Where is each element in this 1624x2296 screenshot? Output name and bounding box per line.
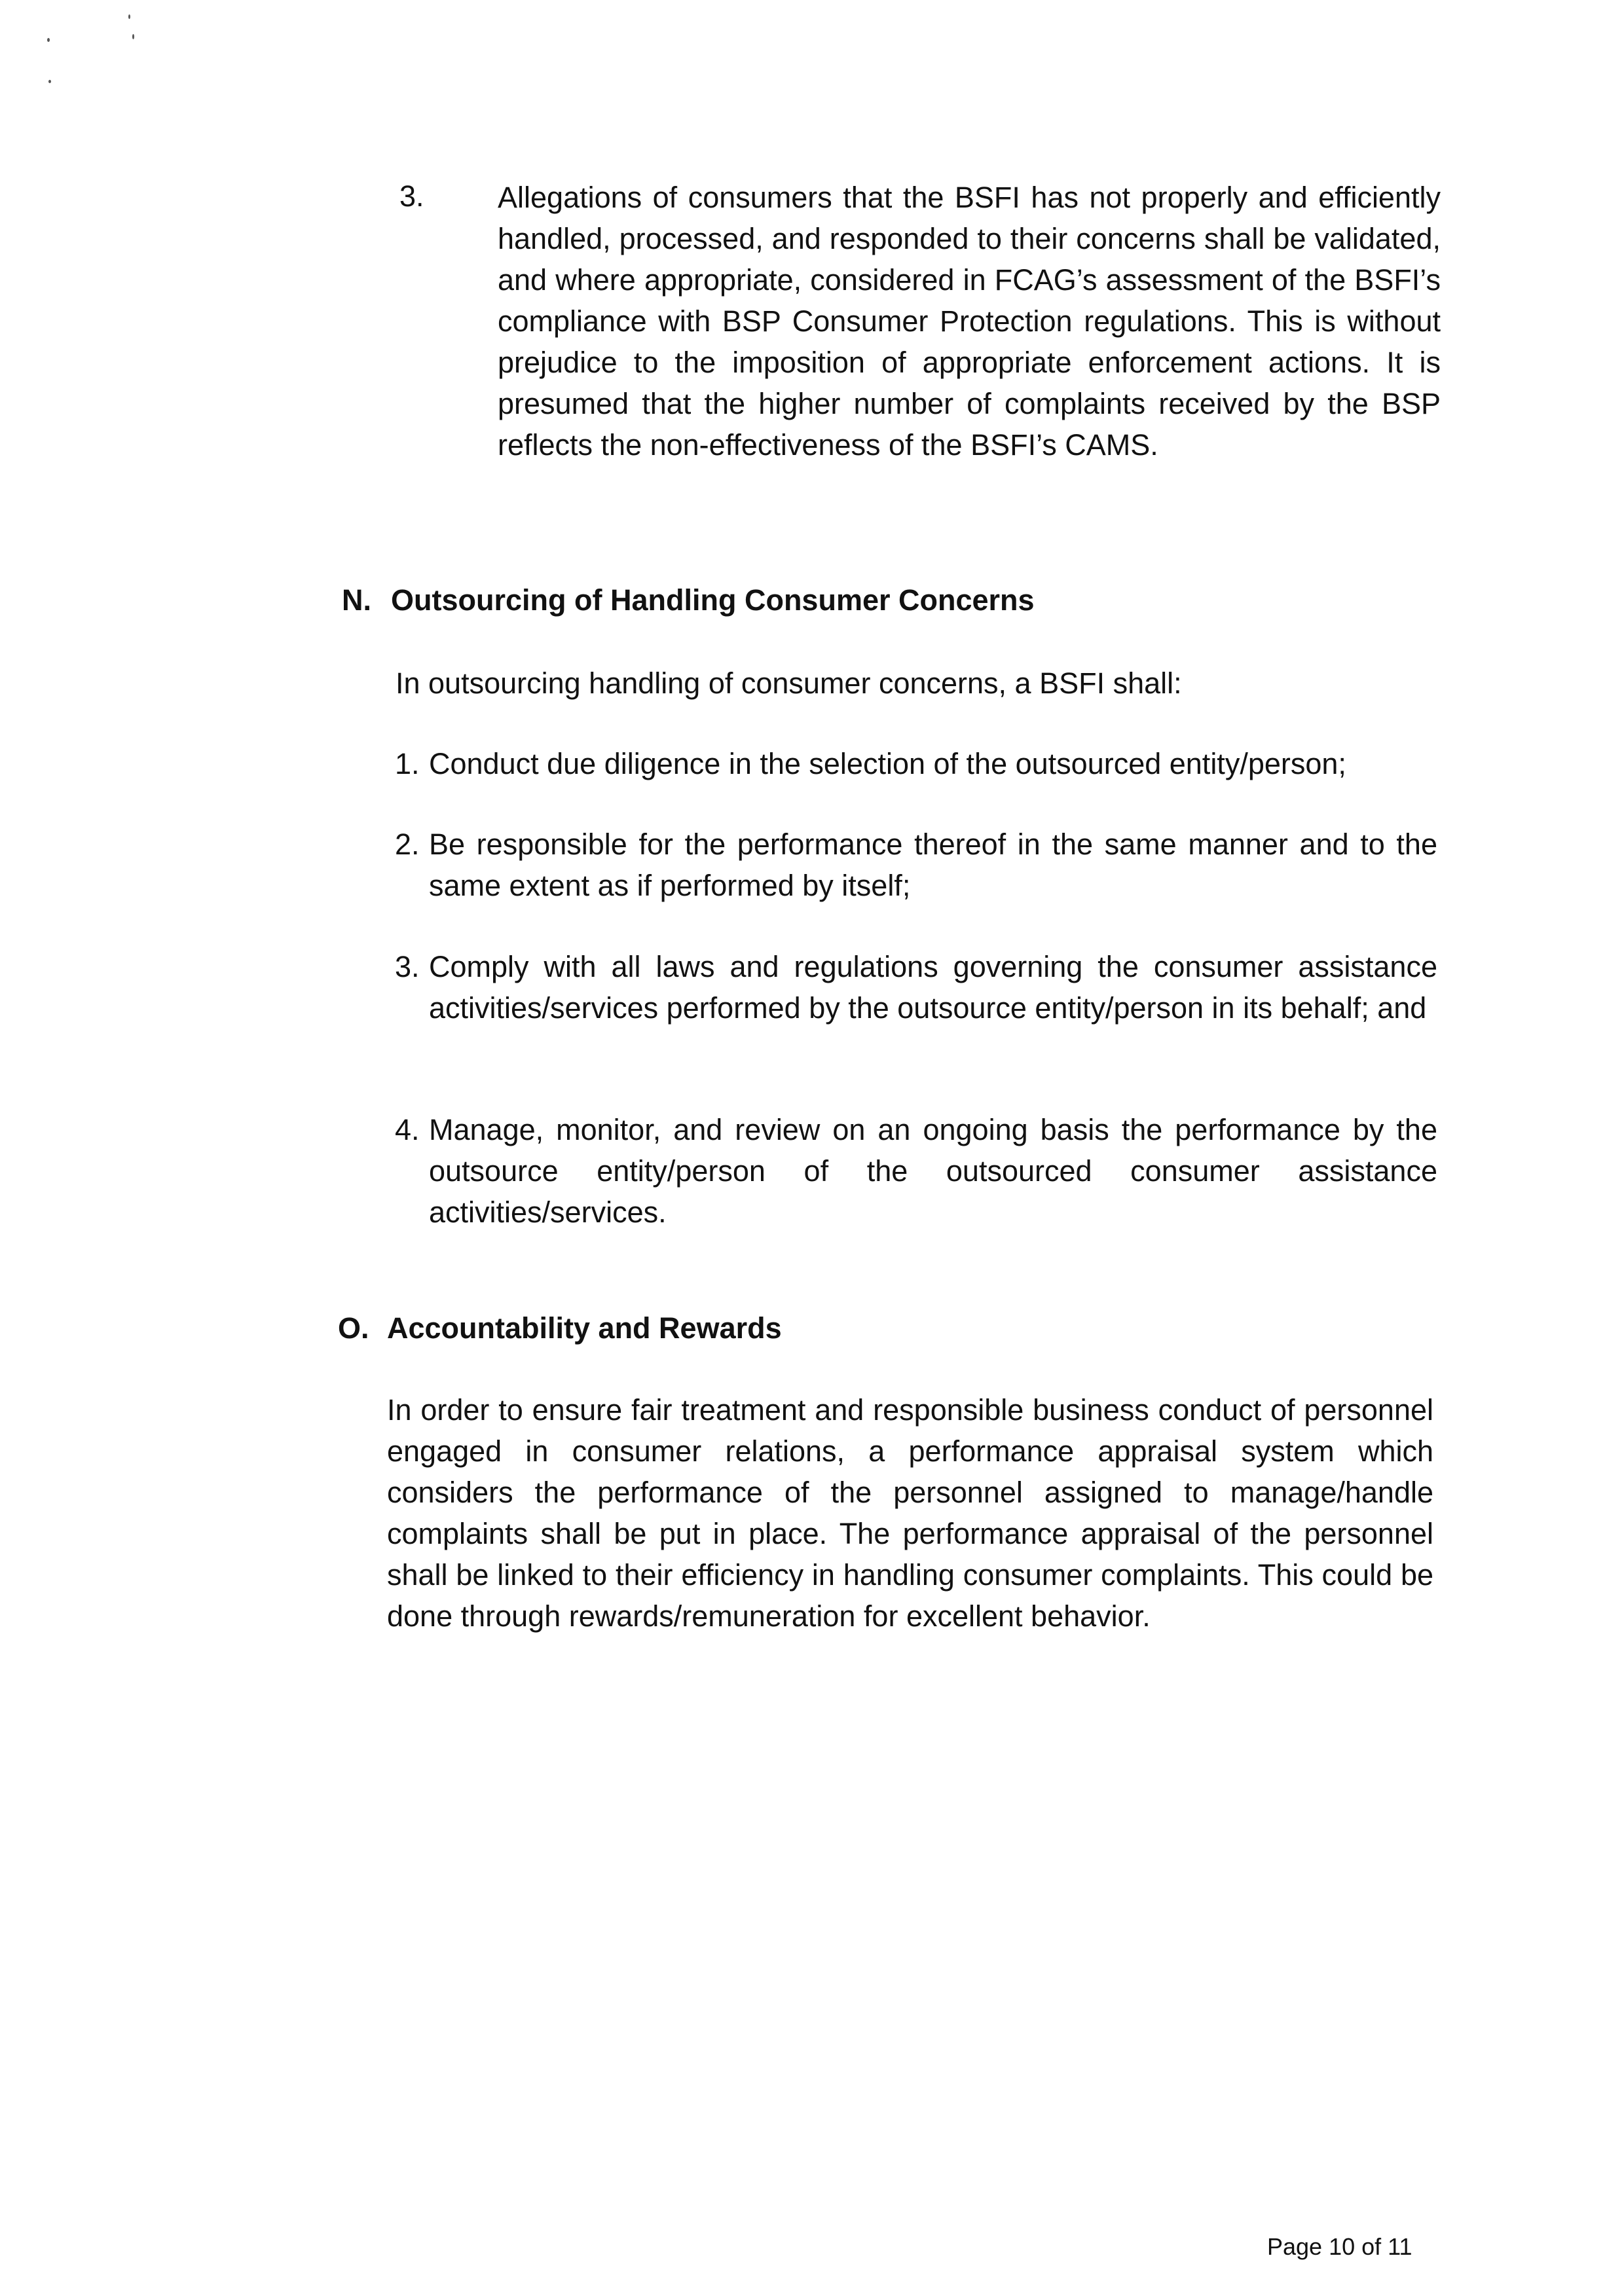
item-3-paragraph: Allegations of consumers that the BSFI has not properly and efficiently handled, processed, and responded to their concerns shall be validated, and where appropriate, considered in FCAG’s assessment of the BSFI’s compliance with BSP Consumer Protection regulations. This is without prejudice to the imposition of appropriate enforcement actions. It is presumed that the higher number of complaints received by the BSP reflects the non-effectiveness of the BSFI’s CAMS. [498, 181, 1441, 462]
section-n-item-4-number: 4. [395, 1113, 420, 1146]
section-n-item-2-number: 2. [395, 828, 420, 861]
section-n-heading [342, 579, 1035, 621]
page-number: Page 10 of 11 [1267, 2233, 1412, 2260]
scan-speck [48, 80, 51, 83]
section-n-item-3 [395, 946, 1437, 1029]
section-o-heading [338, 1307, 782, 1349]
section-n-item-3-text: Comply with all laws and regulations governing the consumer assistance activities/services performed by the outsource entity/person in its behalf; and [429, 950, 1437, 1025]
scan-speck [128, 14, 130, 19]
section-n-title: Outsourcing of Handling Consumer Concerns [391, 583, 1035, 617]
section-n-item-2 [395, 824, 1437, 906]
section-n-item-1-text: Conduct due diligence in the selection of the outsourced entity/person; [429, 747, 1346, 780]
section-n-item-4-text: Manage, monitor, and review on an ongoing basis the performance by the outsource entity/person of the outsourced consumer assistance activities/services. [429, 1113, 1437, 1229]
section-n-item-1-number: 1. [395, 747, 420, 780]
section-o-paragraph: In order to ensure fair treatment and responsible business conduct of personnel engaged in consumer relations, a performance appraisal system which considers the performance of the personnel assigned to manage/handle complaints shall be put in place. The performance appraisal of the personnel shall be linked to their efficiency in handling consumer complaints. This could be done through rewards/remuneration for excellent behavior. [387, 1393, 1433, 1633]
item-3-number: 3. [399, 179, 424, 213]
scan-speck [132, 34, 134, 39]
scan-speck [47, 38, 50, 42]
section-o-title: Accountability and Rewards [387, 1311, 782, 1345]
section-n-item-3-number: 3. [395, 950, 420, 983]
section-n-item-2-text: Be responsible for the performance thereof in the same manner and to the same extent as if performed by itself; [429, 828, 1437, 902]
section-n-letter: N. [342, 583, 371, 617]
section-n-item-4 [395, 1109, 1437, 1233]
section-o-letter: O. [338, 1311, 369, 1345]
section-n-item-1 [395, 743, 1437, 784]
section-n-intro: In outsourcing handling of consumer concerns, a BSFI shall: [396, 666, 1182, 700]
